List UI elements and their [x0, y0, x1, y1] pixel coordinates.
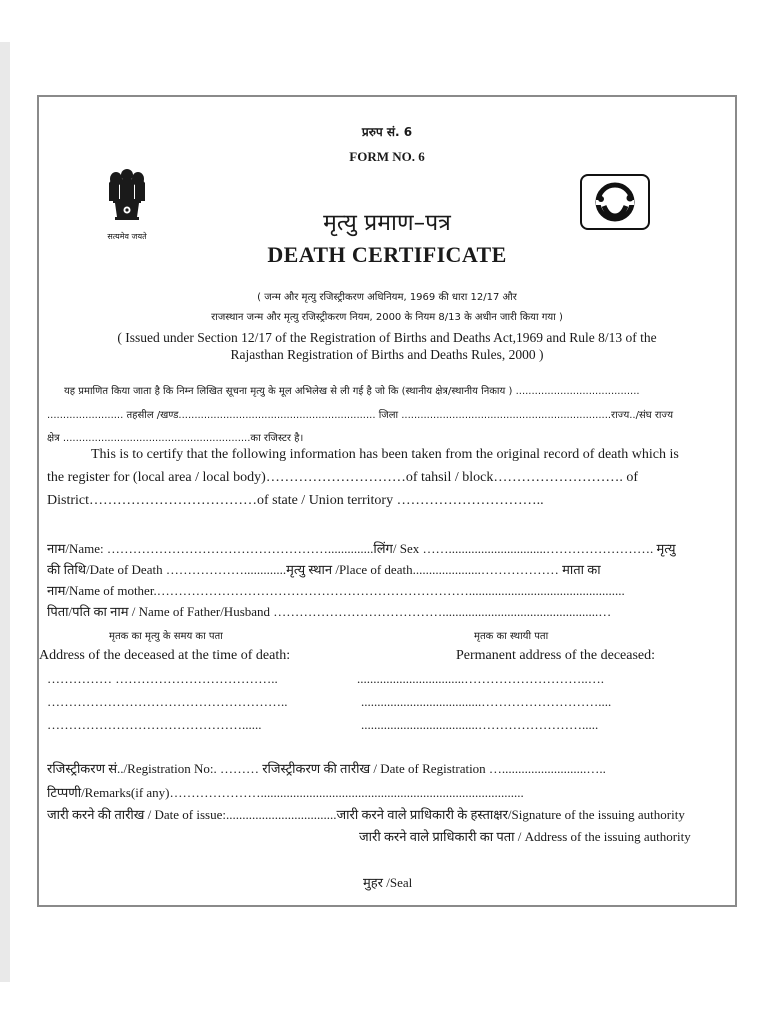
certify-hindi-line-3: क्षेत्र ...........................................................का रजिस्टर है।	[47, 433, 304, 444]
form-number: FORM NO. 6	[349, 149, 425, 164]
death-certificate-form	[37, 95, 737, 907]
emblem-motto: सत्यमेव जयते	[107, 232, 147, 241]
address-at-death-label-hindi: मृतक का मृत्यु के समय का पता	[109, 631, 223, 642]
certify-hindi-line-1: यह प्रमाणित किया जाता है कि निम्न लिखित सूचना मृत्यु के मूल अभिलेख से ली गई है जो कि (स्थानीय क्षेत्र/स्थानीय निकाय ) .......................................	[64, 386, 640, 397]
issued-under-hindi-1: ( जन्म और मृत्यु रजिस्ट्रीकरण अधिनियम, 1969 की धारा 12/17 और	[257, 292, 517, 303]
permanent-address-line-3: ....................................…………………….....	[361, 717, 599, 732]
date-of-issue-signature-field: जारी करने की तारीख / Date of issue:..................................जारी करने वाले प्राधिकारी के हस्ताक्षर/Signature of the issuing authority	[47, 807, 685, 822]
permanent-address-line-2: .....................................………………………....	[361, 694, 612, 709]
registration-no-date-field: रजिस्ट्रीकरण सं../Registration No:. ……… रजिस्ट्रीकरण की तारीख / Date of Registration …..........................…..	[47, 761, 606, 776]
remarks-field: टिप्पणी/Remarks(if any)………………….................................................................................	[47, 785, 524, 800]
issuing-authority-address: जारी करने वाले प्राधिकारी का पता / Address of the issuing authority	[359, 829, 691, 844]
permanent-address-label: Permanent address of the deceased:	[456, 648, 656, 663]
title-hindi: मृत्यु प्रमाण–पत्र	[323, 210, 451, 236]
form-number-hindi: प्ररुप सं. 6	[361, 125, 413, 139]
name-sex-field: नाम/Name: ……………………………………………..............लिंग/ Sex ……..............................……………………. मृत्यु	[47, 541, 676, 556]
certify-english-line-2: the register for (local area / local body)…………………………of tahsil / block………………………. of	[47, 470, 638, 485]
address-at-death-line-2: ………………………………………………..	[47, 694, 288, 709]
date-place-of-death-field: की तिथि/Date of Death ……………….............मृत्यु स्थान /Place of death.....................……………… माता का	[47, 562, 601, 577]
issued-under-english-1: ( Issued under Section 12/17 of the Registration of Births and Deaths Act,1969 and Rule 8/13 of the	[117, 330, 657, 345]
certify-english-line-1: This is to certify that the following information has been taken from the original record of death which is	[91, 447, 679, 462]
issued-under-hindi-2: राजस्थान जन्म और मृत्यु रजिस्ट्रीकरण नियम, 2000 के नियम 8/13 के अधीन जारी किया गया )	[211, 312, 563, 323]
document-title: DEATH CERTIFICATE	[267, 242, 507, 267]
address-at-death-label: Address of the deceased at the time of death:	[39, 648, 291, 663]
address-at-death-line-1: …………… ………………………………..	[47, 671, 278, 686]
mother-name-field: नाम/Name of mother.………………………………………………………………................................................	[47, 583, 625, 598]
certify-hindi-line-2: ........................ तहसील /खण्ड.............................................................. जिला ..................................................................राज्य../संघ राज्य	[47, 410, 674, 421]
permanent-address-line-1: .................................………………………..….	[357, 671, 604, 686]
issued-under-english-2: Rajasthan Registration of Births and Deaths Rules, 2000 )	[230, 347, 544, 362]
certify-english-line-3: District………………………………of state / Union territory …………………………..	[47, 493, 544, 508]
seal-label: मुहर /Seal	[363, 875, 413, 890]
permanent-address-label-hindi: मृतक का स्थायी पता	[474, 631, 549, 642]
address-at-death-line-3: ………………………………………......	[47, 717, 262, 732]
page-edge-strip	[0, 42, 10, 982]
father-husband-name-field: पिता/पति का नाम / Name of Father/Husband …………………………………................................................…	[47, 604, 612, 619]
